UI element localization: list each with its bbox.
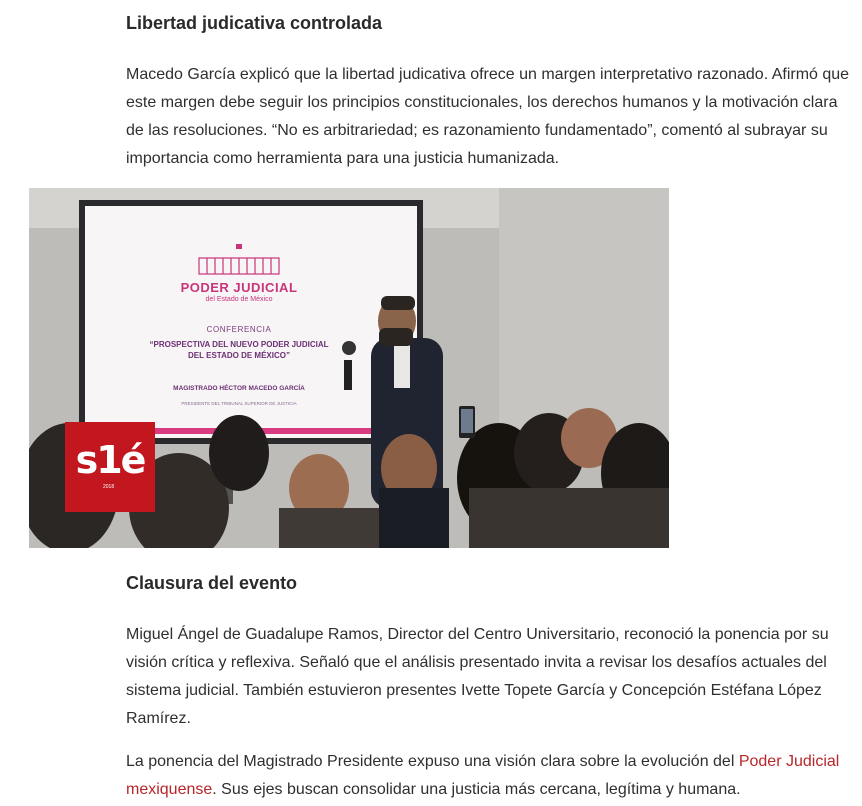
article-photo <box>29 188 669 548</box>
screen-magistrate: MAGISTRADO HÉCTOR MACEDO GARCÍA <box>173 385 305 392</box>
poder-judicial-link[interactable]: Poder Judicial mexiquense <box>126 753 840 798</box>
logo-year: 2018 <box>103 484 115 490</box>
paragraph-ponencia-text-before: La ponencia del Magistrado Presidente expuso una visión clara sobre la evolución del <box>126 753 739 770</box>
screen-title-line1: “PROSPECTIVA DEL NUEVO PODER JUDICIAL <box>149 340 329 349</box>
screen-brand: PODER JUDICIAL <box>180 280 298 295</box>
screen-conference-title <box>139 339 339 361</box>
section-heading-libertad: Libertad judicativa controlada <box>126 13 383 33</box>
screen-title-line2: DEL ESTADO DE MÉXICO” <box>188 351 290 360</box>
paragraph-ponencia-text-after: . Sus ejes buscan consolidar una justicia más cercana, legítima y humana. <box>212 781 741 798</box>
logo-text: s1é <box>75 438 145 482</box>
screen-subtitle: del Estado de México <box>205 296 273 303</box>
section-heading-clausura: Clausura del evento <box>126 573 298 593</box>
paragraph-ponencia <box>126 748 850 804</box>
s1e-logo <box>65 422 155 512</box>
paragraph-clausura: Miguel Ángel de Guadalupe Ramos, Director del Centro Universitario, reconoció la ponencia por su visión crítica y reflexiva. Señaló que el análisis presentado invita a revisar los desafíos actuales del sistema judicial. También estuvieron presentes Ivette Topete García y Concepción Estéfana López Ramírez. <box>126 626 829 727</box>
paragraph-libertad: Macedo García explicó que la libertad judicativa ofrece un margen interpretativo razonado. Afirmó que este margen debe seguir los principios constitucionales, los derechos humanos y la motivación clara de las resoluciones. “No es arbitrariedad; es razonamiento fundamentado”, comentó al subrayar su importancia como herramienta para una justicia humanizada. <box>126 66 850 167</box>
screen-president: PRESIDENTE DEL TRIBUNAL SUPERIOR DE JUSTICIA <box>181 401 297 406</box>
screen-conference-label: CONFERENCIA <box>206 325 272 334</box>
